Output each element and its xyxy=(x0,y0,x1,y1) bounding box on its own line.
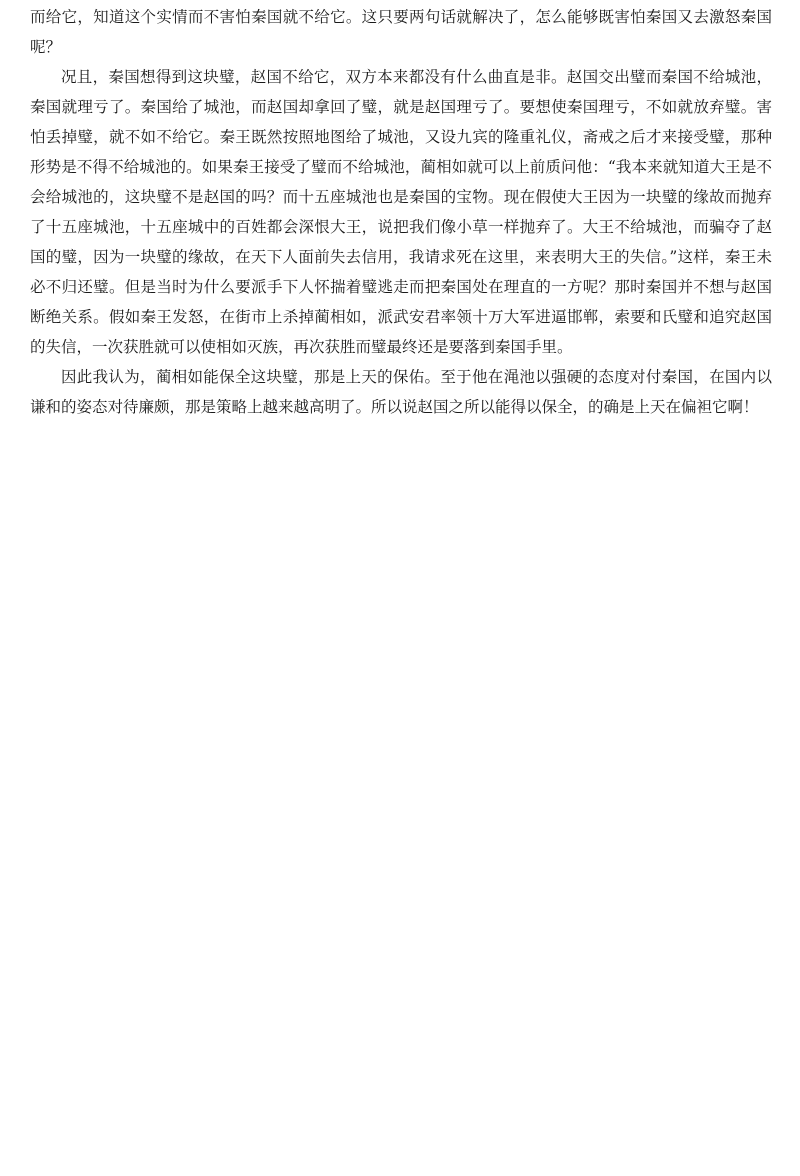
paragraph-continuation: 而给它，知道这个实情而不害怕秦国就不给它。这只要两句话就解决了，怎么能够既害怕秦国又去激怒秦国呢？ xyxy=(30,8,772,56)
paragraph-conclusion: 因此我认为，蔺相如能保全这块璧，那是上天的保佑。至于他在渑池以强硬的态度对付秦国，在国内以谦和的姿态对待廉颇，那是策略上越来越高明了。所以说赵国之所以能得以保全，的确是上天在偏袒它啊！ xyxy=(30,368,772,416)
document-body xyxy=(30,0,772,422)
paragraph-argument: 况且，秦国想得到这块璧，赵国不给它，双方本来都没有什么曲直是非。赵国交出璧而秦国不给城池，秦国就理亏了。秦国给了城池，而赵国却拿回了璧，就是赵国理亏了。要想使秦国理亏，不如就放弃璧。害怕丢掉璧，就不如不给它。秦王既然按照地图给了城池，又设九宾的隆重礼仪，斋戒之后才来接受璧，那种形势是不得不给城池的。如果秦王接受了璧而不给城池，蔺相如就可以上前质问他：“我本来就知道大王是不会给城池的，这块璧不是赵国的吗？而十五座城池也是秦国的宝物。现在假使大王因为一块璧的缘故而抛弃了十五座城池，十五座城中的百姓都会深恨大王，说把我们像小草一样抛弃了。大王不给城池，而骗夺了赵国的璧，因为一块璧的缘故，在天下人面前失去信用，我请求死在这里，来表明大王的失信。”这样，秦王未必不归还璧。但是当时为什么要派手下人怀揣着璧逃走而把秦国处在理直的一方呢？那时秦国并不想与赵国断绝关系。假如秦王发怒，在街市上杀掉蔺相如，派武安君率领十万大军进逼邯郸，索要和氏璧和追究赵国的失信，一次获胜就可以使相如灭族，再次获胜而璧最终还是要落到秦国手里。 xyxy=(30,68,772,356)
